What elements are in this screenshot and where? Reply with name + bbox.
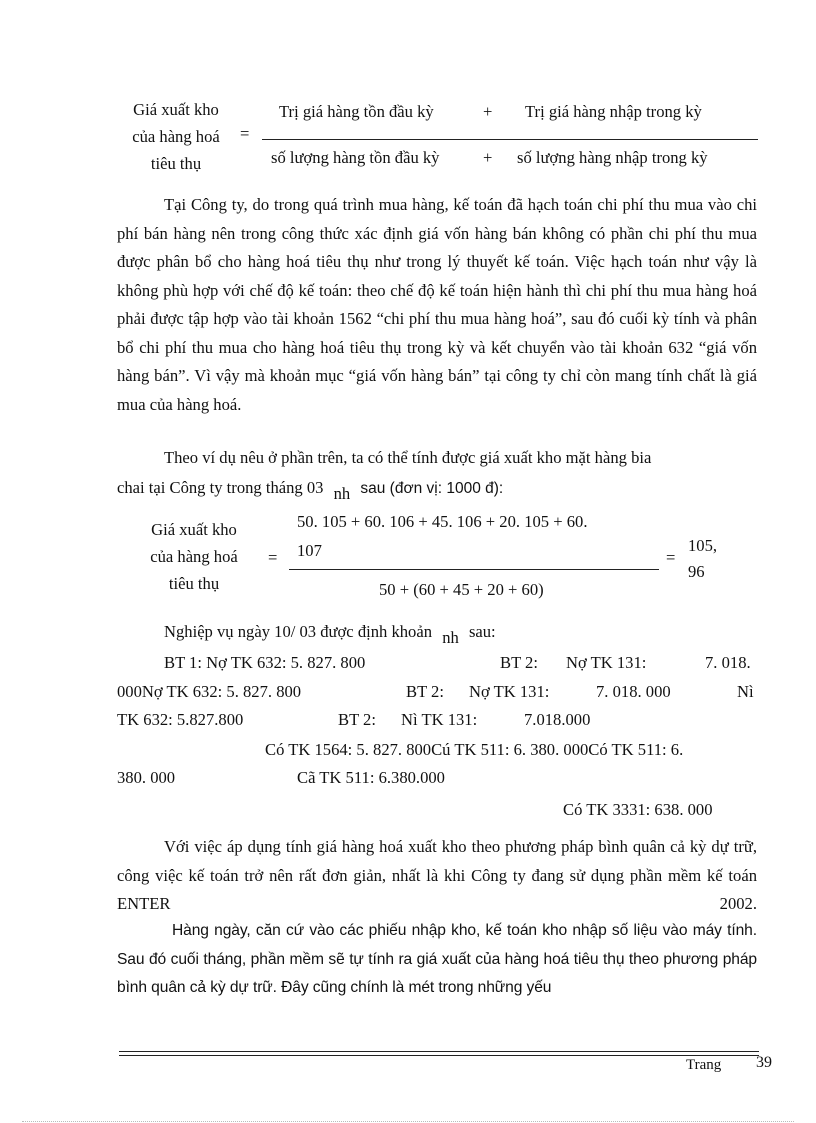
formula1-label-line: tiêu thụ bbox=[150, 154, 202, 173]
formula2-numerator-line1: 50. 105 + 60. 106 + 45. 106 + 20. 105 + 60. bbox=[297, 512, 588, 531]
entry-row4: Có TK 1564: 5. 827. 800Cú TK 511: 6. 380. 000Có TK 511: 6. bbox=[265, 740, 684, 759]
formula2-fraction-bar bbox=[289, 569, 659, 570]
formula1-denominator-b: số lượng hàng nhập trong kỳ bbox=[517, 148, 708, 167]
paragraph-text: Tại Công ty, do trong quá trình mua hàng, kế toán đã hạch toán chi phí thu mua vào chi phí bán hàng nên trong công thức xác định giá vốn hàng bán không có phần chi phí thu mua được phân bổ cho hàng hoá tiêu thụ như trong lý thuyết kế toán. Việc hạch toán như vậy là không phù hợp với chế độ kế toán: theo chế độ kế toán hiện hành thì chi phí thu mua hàng hoá phải được tập hợp vào tài khoản 1562 “chi phí thu mua hàng hoá”, sau đó cuối kỳ tính và phân bổ chi phí thu mua cho hàng hoá tiêu thụ trong kỳ và kết chuyển vào tài khoản 632 “giá vốn hàng bán”. Vì vậy mà khoản mục “giá vốn hàng bán” tại công ty chỉ còn mang tính chất là giá mua của hàng hoá. bbox=[117, 195, 757, 414]
formula2-label-line: của hàng hoá bbox=[150, 547, 238, 566]
paragraph-text: Hàng ngày, căn cứ vào các phiếu nhập kho, kế toán kho nhập số liệu vào máy tính. Sau đó cuối tháng, phần mềm sẽ tự tính ra giá xuất của hàng hoá tiêu thụ theo phương pháp bình quân cả kỳ dự trữ. Đây cũng chính là mét trong những yếu bbox=[117, 922, 757, 996]
entry-row3-d: 7.018.000 bbox=[524, 710, 591, 729]
page-bottom-border bbox=[22, 1121, 794, 1122]
paragraph-software bbox=[117, 833, 757, 919]
formula1-label-line: của hàng hoá bbox=[132, 127, 220, 146]
entry-row1-c: Nợ TK 131: bbox=[566, 653, 647, 672]
formula2-result-line1: 105, bbox=[688, 536, 718, 555]
entry-row5-b: Cã TK 511: 6.380.000 bbox=[297, 768, 445, 787]
footer-page-number: 39 bbox=[756, 1054, 772, 1071]
formula2-denominator: 50 + (60 + 45 + 20 + 60) bbox=[379, 580, 544, 599]
entry-row2-b: BT 2: bbox=[406, 682, 444, 701]
example-intro-line2 bbox=[117, 478, 504, 503]
entry-row2-d: 7. 018. 000 bbox=[596, 682, 671, 701]
formula2-numerator-line2: 107 bbox=[297, 541, 322, 560]
example-intro-text: sau (đơn vị: 1000 đ): bbox=[360, 480, 504, 497]
formula2-result-line2: 96 bbox=[688, 562, 705, 581]
formula1-numerator-op: + bbox=[483, 102, 493, 121]
formula2-equals: = bbox=[268, 548, 278, 567]
example-intro-text: chai tại Công ty trong tháng 03 bbox=[117, 478, 324, 497]
paragraph-cost-explanation bbox=[117, 191, 757, 419]
entry-row1-d: 7. 018. bbox=[705, 653, 751, 672]
formula2-label-line: Giá xuất kho bbox=[151, 520, 237, 539]
footer-rule-top bbox=[119, 1051, 759, 1052]
formula2-label bbox=[135, 516, 253, 597]
entry-row1-b: BT 2: bbox=[500, 653, 538, 672]
formula1-numerator-b: Trị giá hàng nhập trong kỳ bbox=[525, 102, 702, 121]
formula2-label-line: tiêu thụ bbox=[168, 574, 220, 593]
transaction-intro bbox=[164, 622, 496, 647]
entry-row3-b: BT 2: bbox=[338, 710, 376, 729]
entry-row5-a: 380. 000 bbox=[117, 768, 176, 787]
entry-row2-e: Nì bbox=[737, 682, 754, 701]
formula1-equals: = bbox=[240, 124, 250, 143]
footer-page-label: Trang bbox=[686, 1057, 722, 1073]
formula1-numerator-a: Trị giá hàng tồn đầu kỳ bbox=[279, 102, 434, 121]
example-intro-line1: Theo ví dụ nêu ở phần trên, ta có thể tính được giá xuất kho mặt hàng bia bbox=[164, 448, 652, 467]
entry-row3-c: Nì TK 131: bbox=[401, 710, 478, 729]
entry-row3-a: TK 632: 5.827.800 bbox=[117, 710, 244, 729]
formula1-denominator-op: + bbox=[483, 148, 493, 167]
entry-row1-a: BT 1: Nợ TK 632: 5. 827. 800 bbox=[164, 653, 366, 672]
entry-row6: Có TK 3331: 638. 000 bbox=[563, 800, 713, 819]
formula1-denominator-a: số lượng hàng tồn đầu kỳ bbox=[271, 148, 440, 167]
transaction-intro-fragment: nh bbox=[442, 628, 459, 647]
formula1-label bbox=[117, 96, 235, 177]
transaction-intro-text: Nghiệp vụ ngày 10/ 03 được định khoản bbox=[164, 622, 433, 641]
entry-row2-c: Nợ TK 131: bbox=[469, 682, 550, 701]
formula1-fraction-bar bbox=[262, 139, 758, 140]
formula1-label-line: Giá xuất kho bbox=[133, 100, 219, 119]
transaction-intro-text: sau: bbox=[468, 622, 496, 641]
footer-rule-bottom bbox=[119, 1055, 759, 1056]
example-intro-fragment: nh bbox=[333, 484, 351, 503]
formula2-equals-result: = bbox=[666, 548, 676, 567]
paragraph-daily-entry bbox=[117, 917, 757, 1003]
entry-row2-a: 000Nợ TK 632: 5. 827. 800 bbox=[117, 682, 302, 701]
paragraph-text: Với việc áp dụng tính giá hàng hoá xuất kho theo phương pháp bình quân cả kỳ dự trữ, công việc kế toán trở nên rất đơn giản, nhất là khi Công ty đang sử dụng phần mềm kế toán ENTER 2002. bbox=[117, 837, 757, 913]
